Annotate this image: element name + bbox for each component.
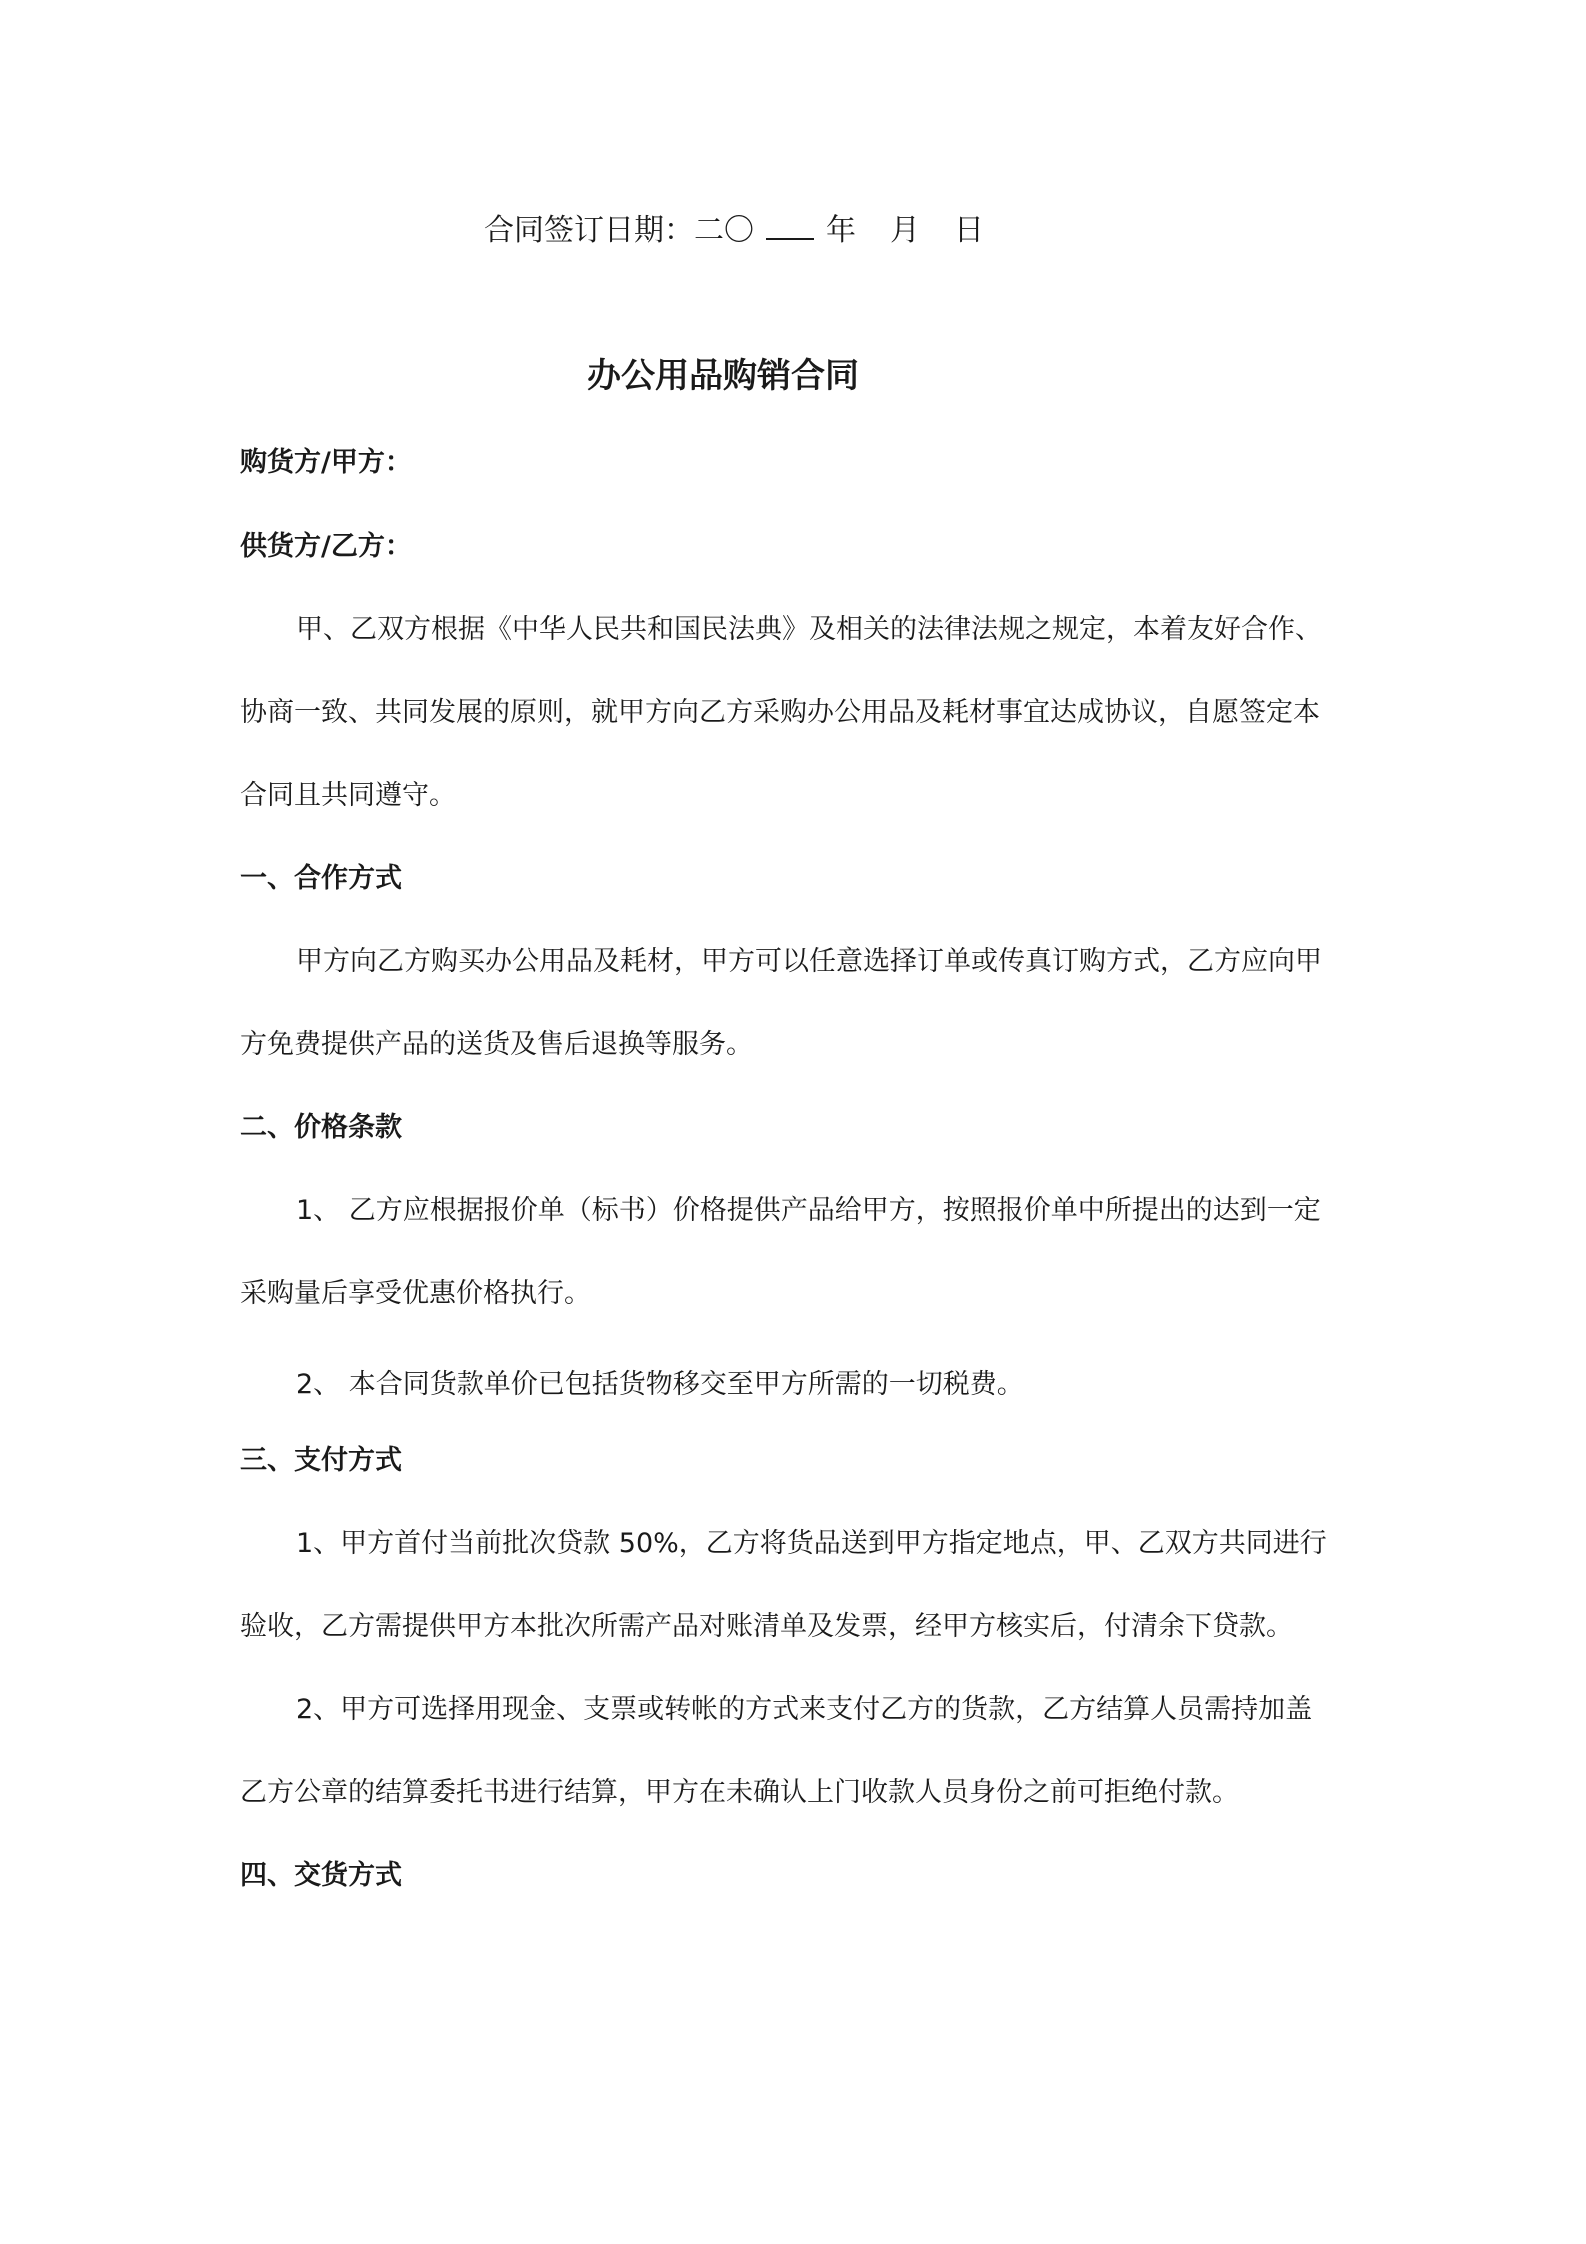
section-3-line-2: 验收，乙方需提供甲方本批次所需产品对账清单及发票，经甲方核实后，付清余下贷款。 xyxy=(240,1611,1293,1642)
year-blank xyxy=(766,210,814,240)
section-3-heading: 三、支付方式 xyxy=(240,1445,402,1476)
signing-date-line xyxy=(484,210,984,252)
section-3-line-4: 乙方公章的结算委托书进行结算，甲方在未确认上门收款人员身份之前可拒绝付款。 xyxy=(240,1777,1239,1808)
section-2-heading: 二、价格条款 xyxy=(240,1112,402,1143)
preamble-line-2: 协商一致、共同发展的原则，就甲方向乙方采购办公用品及耗材事宜达成协议，自愿签定本 xyxy=(240,697,1320,728)
section-3-line-3: 2、甲方可选择用现金、支票或转帐的方式来支付乙方的货款，乙方结算人员需持加盖 xyxy=(296,1694,1313,1725)
section-2-line-3: 2、 本合同货款单价已包括货物移交至甲方所需的一切税费。 xyxy=(296,1369,1024,1400)
month-unit: 月 xyxy=(890,213,920,248)
section-3-line-1: 1、甲方首付当前批次贷款 50%，乙方将货品送到甲方指定地点，甲、乙双方共同进行 xyxy=(296,1528,1327,1559)
section-2-line-1: 1、 乙方应根据报价单（标书）价格提供产品给甲方，按照报价单中所提出的达到一定 xyxy=(296,1195,1321,1226)
buyer-label: 购货方/甲方： xyxy=(240,447,412,478)
signing-date-label: 合同签订日期：二〇 xyxy=(484,213,754,248)
section-4-heading: 四、交货方式 xyxy=(240,1860,402,1891)
preamble-line-3: 合同且共同遵守。 xyxy=(240,780,456,811)
year-unit: 年 xyxy=(826,213,856,248)
section-1-line-2: 方免费提供产品的送货及售后退换等服务。 xyxy=(240,1029,753,1060)
seller-label: 供货方/乙方： xyxy=(240,531,412,562)
section-2-line-2: 采购量后享受优惠价格执行。 xyxy=(240,1278,591,1309)
preamble-line-1: 甲、乙双方根据《中华人民共和国民法典》及相关的法律法规之规定，本着友好合作、 xyxy=(296,614,1322,645)
section-1-line-1: 甲方向乙方购买办公用品及耗材，甲方可以任意选择订单或传真订购方式，乙方应向甲 xyxy=(296,946,1322,977)
section-1-heading: 一、合作方式 xyxy=(240,863,402,894)
contract-title: 办公用品购销合同 xyxy=(587,356,859,396)
day-unit: 日 xyxy=(954,213,984,248)
